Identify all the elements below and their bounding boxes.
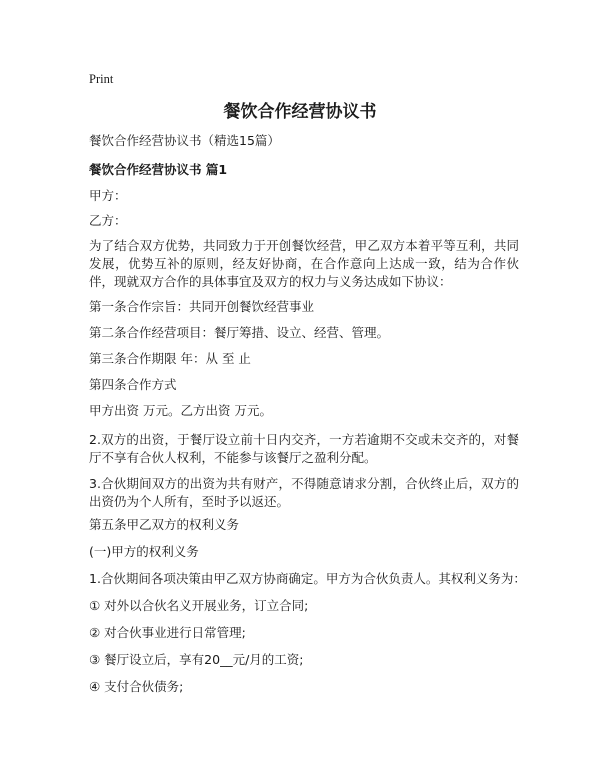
section-heading: 餐饮合作经营协议书 篇1 bbox=[89, 162, 228, 177]
list-item-4: ④ 支付合伙债务; bbox=[89, 679, 184, 694]
intro-paragraph: 为了结合双方优势，共同致力于开创餐饮经营，甲乙双方本着平等互利，共同发展，优势互补的原则，经友好协商，在合作意向上达成一致，结为合作伙伴，现就双方合作的具体事宜及双方的权力与义务达成如下协议： bbox=[89, 238, 519, 289]
article-3: 第三条合作期限 年：从 至 止 bbox=[89, 351, 251, 366]
party-a-line: 甲方： bbox=[89, 188, 127, 203]
article-4: 第四条合作方式 bbox=[89, 377, 177, 392]
print-label: Print bbox=[89, 72, 114, 86]
list-item-3: ③ 餐厅设立后，享有20__元/月的工资; bbox=[89, 652, 304, 667]
article-1: 第一条合作宗旨：共同开创餐饮经营事业 bbox=[89, 299, 315, 314]
document-title: 餐饮合作经营协议书 bbox=[223, 102, 377, 122]
investment-line: 甲方出资 万元。乙方出资 万元。 bbox=[89, 403, 272, 418]
party-b-line: 乙方： bbox=[89, 213, 127, 228]
list-item-2: ② 对合伙事业进行日常管理; bbox=[89, 625, 246, 640]
document-subtitle: 餐饮合作经营协议书（精选15篇） bbox=[89, 133, 280, 148]
sub-heading-a: (一)甲方的权利义务 bbox=[89, 544, 199, 559]
article-2: 第二条合作经营项目：餐厅筹措、设立、经营、管理。 bbox=[89, 325, 390, 340]
article-5: 第五条甲乙双方的权利义务 bbox=[89, 517, 240, 532]
sub-a-clause-1: 1.合伙期间各项决策由甲乙双方协商确定。甲方为合伙负责人。其权利义务为： bbox=[89, 571, 526, 586]
list-item-1: ① 对外以合伙名义开展业务，订立合同; bbox=[89, 598, 309, 613]
clause-3-paragraph: 3.合伙期间双方的出资为共有财产，不得随意请求分割，合伙终止后，双方的出资仍为个人所有，至时予以返还。 bbox=[89, 476, 519, 509]
clause-2-paragraph: 2.双方的出资，于餐厅设立前十日内交齐，一方若逾期不交或未交齐的，对餐厅不享有合伙人权利，不能参与该餐厅之盈利分配。 bbox=[89, 432, 519, 465]
